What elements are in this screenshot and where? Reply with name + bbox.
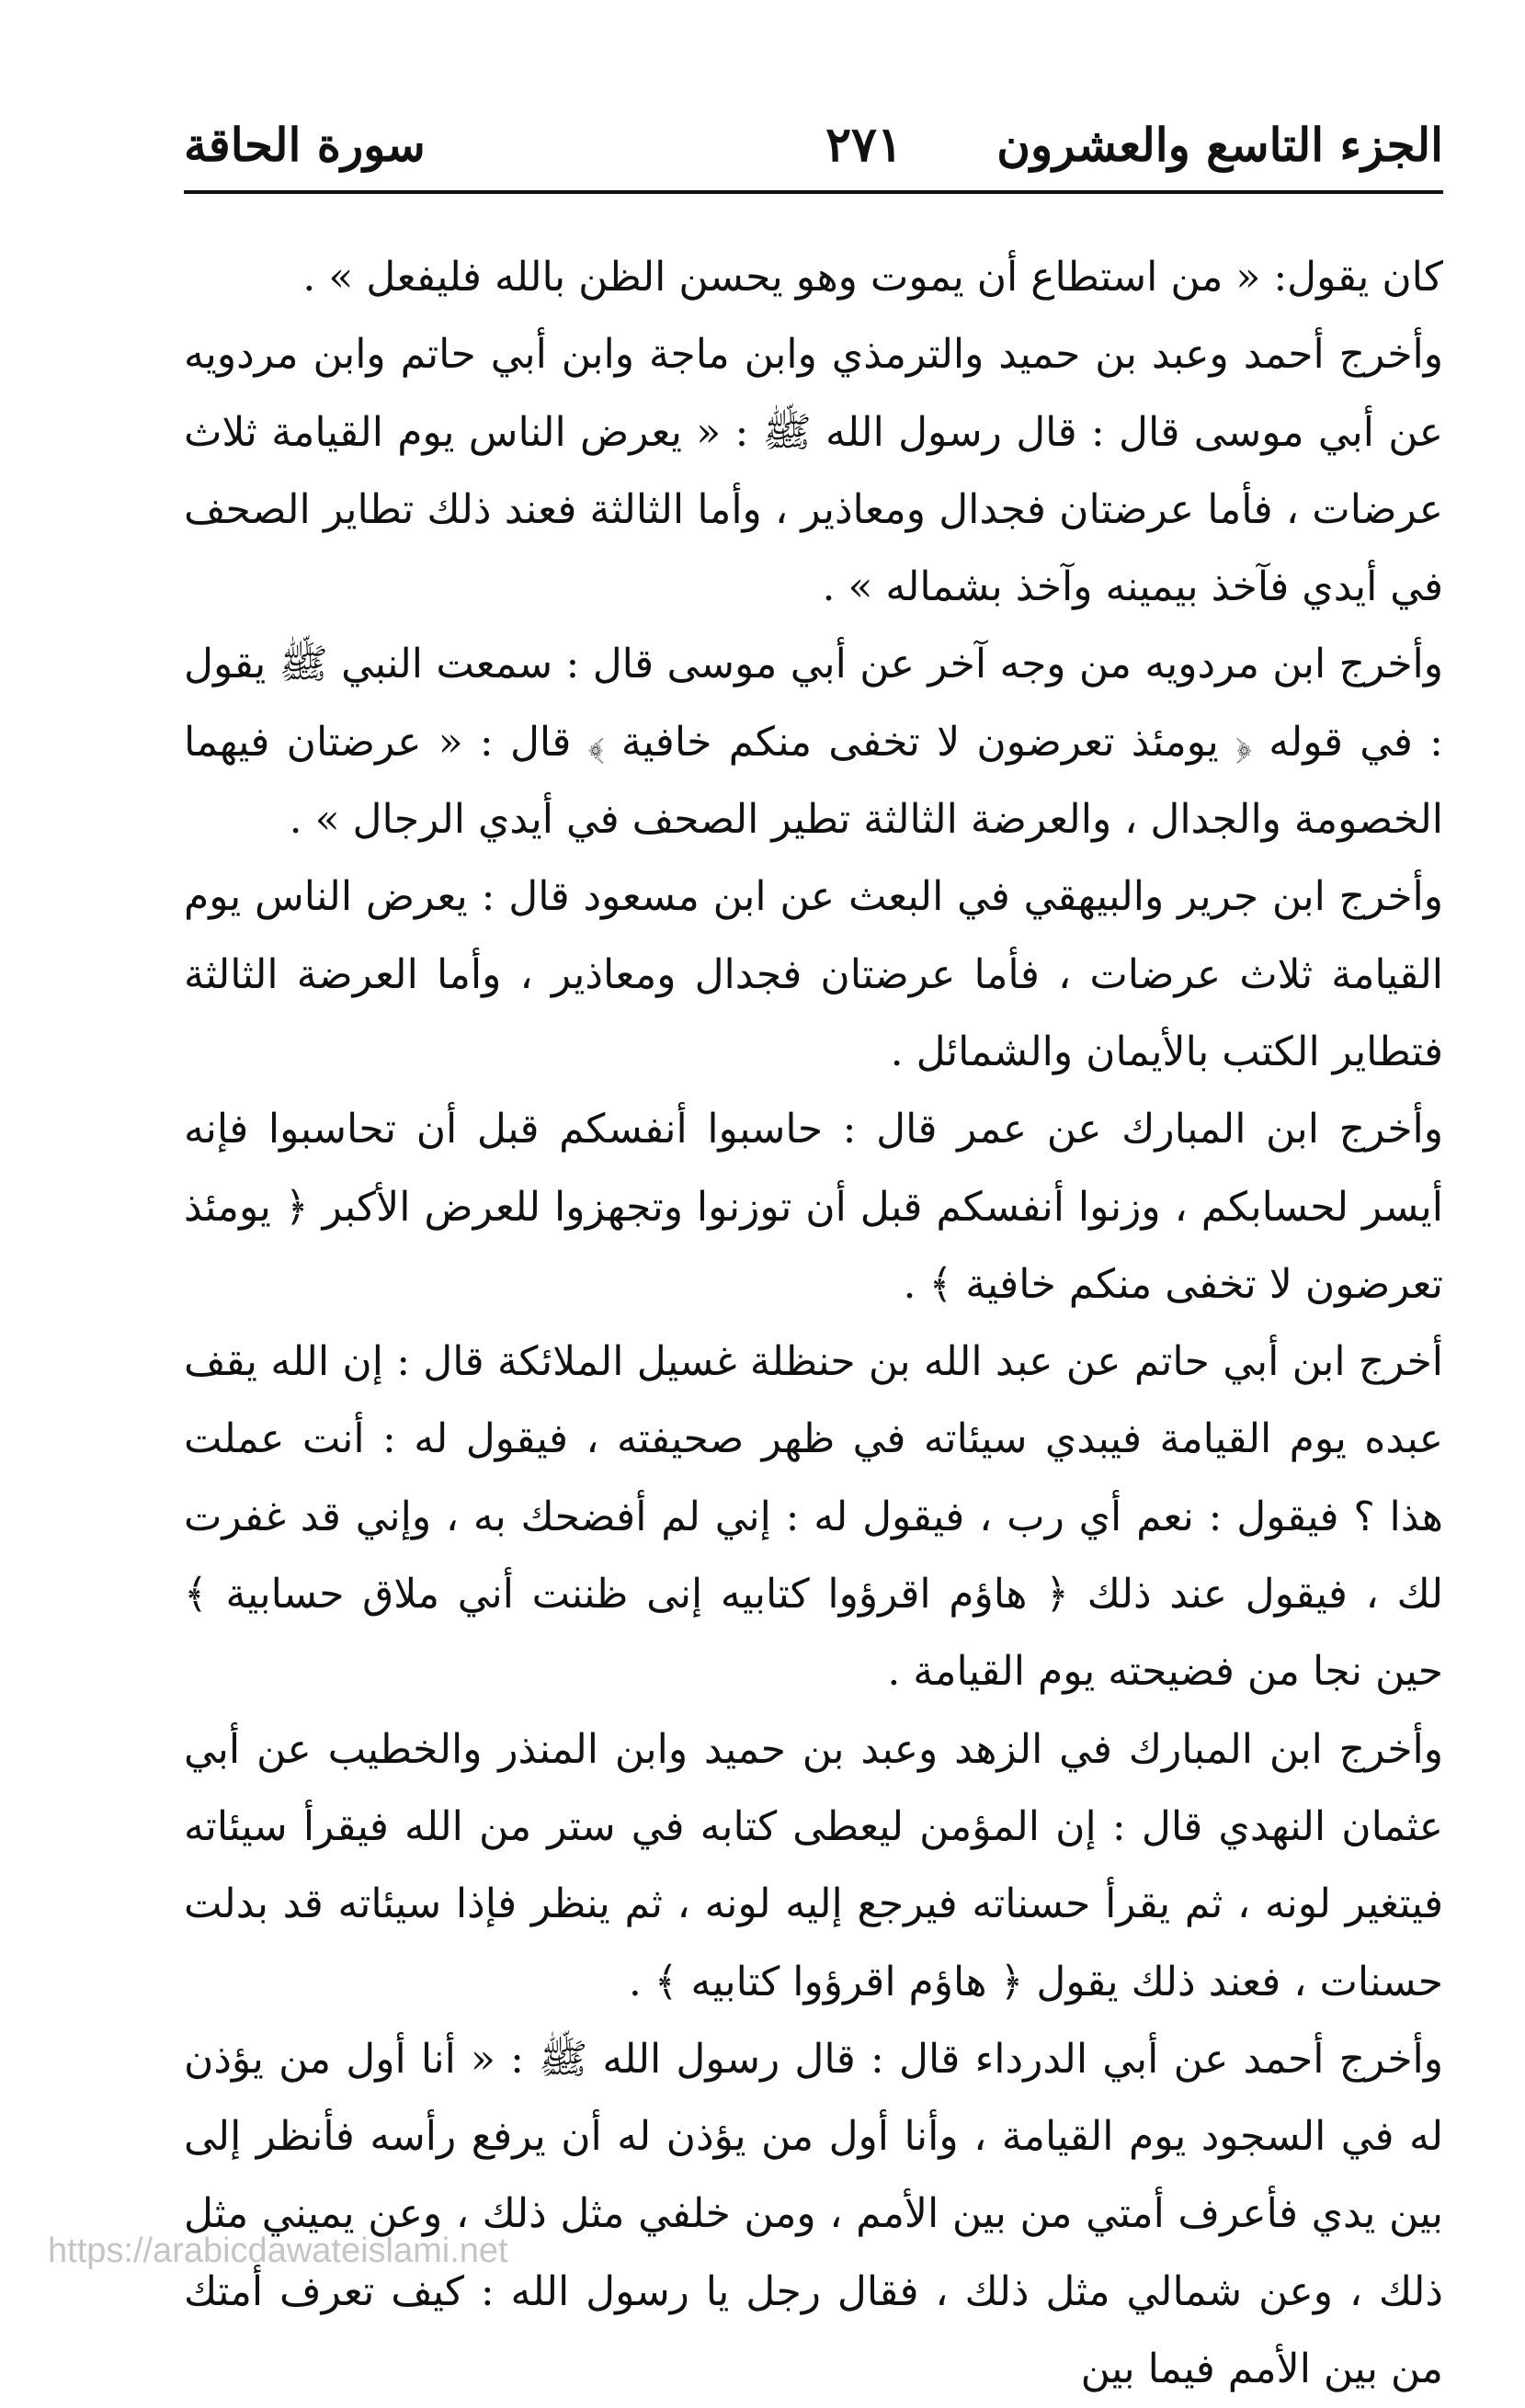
paragraph-3: وأخرج ابن مردويه من وجه آخر عن أبي موسى قال : سمعت النبي ﷺ يقول : في قوله ﴿ يومئذ تعرضون لا تخفى منكم خافية ﴾ قال : « عرضتان فيهما الخصومة والجدال ، والعرضة الثالثة تطير الصحف في أيدي الرجال » . [184,641,1443,844]
page-body [184,239,1443,2408]
page-number: ٢٧١ [825,117,903,173]
watermark-url: https://arabicdawateislami.net [48,2232,508,2270]
paragraph-2: وأخرج أحمد وعبد بن حميد والترمذي وابن ماجة وابن أبي حاتم وابن مردويه عن أبي موسى قال : قال رسول الله ﷺ : « يعرض الناس يوم القيامة ثلاث عرضات ، فأما عرضتان فجدال ومعاذير ، وأما الثالثة فعند ذلك تطاير الصحف في أيدي فآخذ بيمينه وآخذ بشماله » . [184,331,1443,611]
paragraph-4: وأخرج ابن جرير والبيهقي في البعث عن ابن مسعود قال : يعرض الناس يوم القيامة ثلاث عرضات ، فأما عرضتان فجدال ومعاذير ، وأما العرضة الثالثة فتطاير الكتب بالأيمان والشمائل . [184,873,1443,1075]
page-header [184,108,1443,182]
surah-title: سورة الحاقة [184,118,426,172]
paragraph-5: وأخرج ابن المبارك عن عمر قال : حاسبوا أنفسكم قبل أن تحاسبوا فإنه أيسر لحسابكم ، وزنوا أنفسكم قبل أن توزنوا وتجهزوا للعرض الأكبر ﴿ يومئذ تعرضون لا تخفى منكم خافية ﴾ . [184,1106,1443,1308]
paragraph-8: وأخرج أحمد عن أبي الدرداء قال : قال رسول الله ﷺ : « أنا أول من يؤذن له في السجود يوم القيامة ، وأنا أول من يؤذن له أن يرفع رأسه فأنظر إلى بين يدي فأعرف أمتي من بين الأمم ، ومن خلفي مثل ذلك ، وعن يميني مثل ذلك ، وعن شمالي مثل ذلك ، فقال رجل يا رسول الله : كيف تعرف أمتك من بين الأمم فيما بين [184,2035,1444,2393]
header-divider [184,190,1443,194]
paragraph-6: أخرج ابن أبي حاتم عن عبد الله بن حنظلة غسيل الملائكة قال : إن الله يقف عبده يوم القيامة فيبدي سيئاته في ظهر صحيفته ، فيقول له : أنت عملت هذا ؟ فيقول : نعم أي رب ، فيقول له : إني لم أفضحك به ، وإني قد غفرت لك ، فيقول عند ذلك ﴿ هاؤم اقرؤوا كتابيه إنى ظننت أني ملاق حسابية ﴾ حين نجا من فضيحته يوم القيامة . [184,1338,1443,1696]
paragraph-7: وأخرج ابن المبارك في الزهد وعبد بن حميد وابن المنذر والخطيب عن أبي عثمان النهدي قال : إن المؤمن ليعطى كتابه في ستر من الله فيقرأ سيئاته فيتغير لونه ، ثم يقرأ حسناته فيرجع إليه لونه ، ثم ينظر فإذا سيئاته قد بدلت حسنات ، فعند ذلك يقول ﴿ هاؤم اقرؤوا كتابيه ﴾ . [184,1725,1443,2005]
part-title: الجزء التاسع والعشرون [996,118,1443,172]
paragraph-1: كان يقول: « من استطاع أن يموت وهو يحسن الظن بالله فليفعل » . [302,254,1443,301]
